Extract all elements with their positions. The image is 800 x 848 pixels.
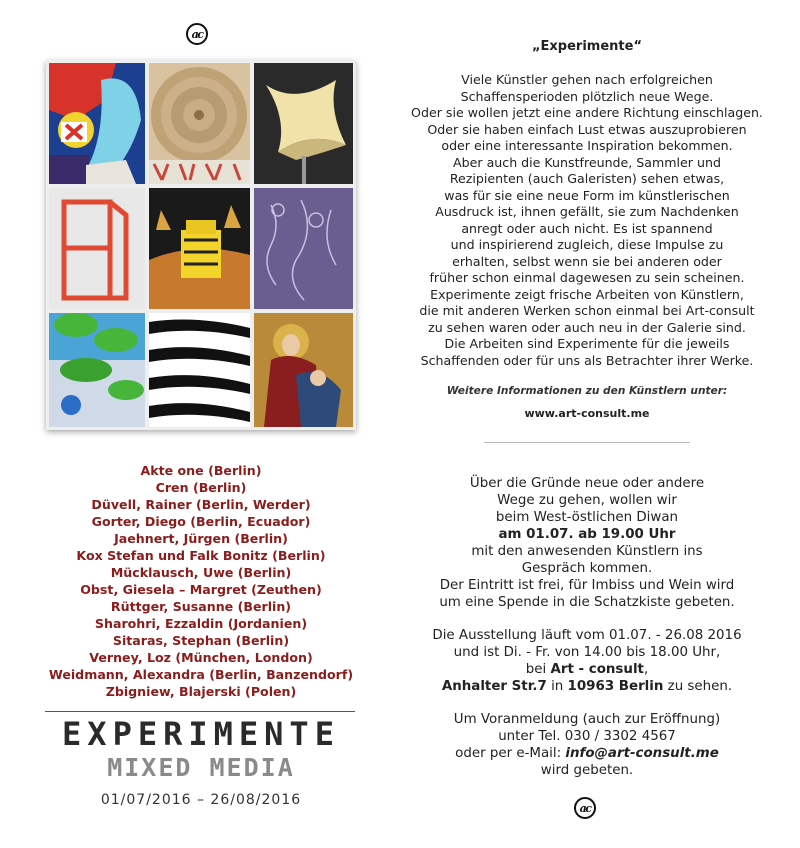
event-line: mit den anwesenden Künstlern ins xyxy=(471,544,703,559)
essay-line: Ausdruck ist, ihnen gefällt, sie zum Nachdenken xyxy=(435,204,739,219)
event-line: Wege zu gehen, wollen wir xyxy=(497,493,677,508)
artwork-collage xyxy=(46,60,356,430)
essay-line: Die Arbeiten sind Experimente für die jeweils xyxy=(444,336,730,351)
tile-black-white-stripes xyxy=(149,313,250,427)
tile-yellow-figure xyxy=(149,188,250,309)
essay-line: Rezipienten (auch Galeristen) sehen etwas, xyxy=(449,171,725,186)
event-line: Gespräch kommen. xyxy=(521,561,653,576)
event-line: um eine Spende in die Schatzkiste gebeten. xyxy=(439,595,735,610)
essay-line: Schaffenden oder für uns als Betrachter ihrer Werke. xyxy=(420,352,754,368)
event-date-text: am 01.07. ab 19.00 Uhr xyxy=(498,527,676,542)
registration-paragraph xyxy=(402,711,772,779)
essay-line: oder eine interessante Inspiration bekommen. xyxy=(441,138,733,153)
artist-item: Weidmann, Alexandra (Berlin, Banzendorf) xyxy=(48,667,354,682)
essay-text xyxy=(402,72,772,369)
collage-svg xyxy=(46,60,356,430)
artist-item: Sharohri, Ezzaldin (Jordanien) xyxy=(94,616,308,631)
registration-phone: unter Tel. 030 / 3302 4567 xyxy=(498,729,676,744)
exhibition-dates: 01/07/2016 – 26/08/2016 xyxy=(100,792,302,808)
tile-spiral-weave xyxy=(149,63,250,184)
event-date xyxy=(402,526,772,543)
hours-address xyxy=(402,678,772,695)
email-link[interactable]: info@art-consult.me xyxy=(565,746,719,761)
hours-paragraph xyxy=(402,627,772,695)
title-rule xyxy=(45,711,355,712)
event-line: Der Eintritt ist frei, für Imbiss und Wein wird xyxy=(439,578,735,593)
hours-venue-post: , xyxy=(643,662,649,677)
tile-twisted-sculpture xyxy=(254,63,353,184)
registration-email-pre: oder per e-Mail: xyxy=(455,746,566,761)
hours-line: Die Ausstellung läuft vom 01.07. - 26.08 2016 xyxy=(432,628,742,643)
essay-line: Experimente zeigt frische Arbeiten von Künstlern, xyxy=(430,286,744,302)
artist-item: Verney, Loz (München, London) xyxy=(89,650,313,665)
exhibition-subtitle: MIXED MEDIA xyxy=(107,753,295,782)
essay-line: was für sie eine neue Form im künstlerischen xyxy=(444,187,730,203)
essay-line: Oder sie wollen jetzt eine andere Richtung einschlagen. xyxy=(411,105,763,120)
artist-item: Obst, Giesela – Margret (Zeuthen) xyxy=(80,582,322,597)
venue-name: Art - consult xyxy=(550,662,644,677)
artist-item: Sitaras, Stephan (Berlin) xyxy=(112,633,290,648)
essay-line: früher schon einmal dagewesen zu sein scheinen. xyxy=(429,270,745,285)
artist-item: Zbigniew, Blajerski (Polen) xyxy=(105,684,297,699)
essay-title: „Experimente“ xyxy=(532,39,642,54)
hours-line: und ist Di. - Fr. von 14.00 bis 18.00 Uhr, xyxy=(453,645,721,660)
venue-city: 10963 Berlin xyxy=(567,679,664,694)
exhibition-title: EXPERIMENTE xyxy=(62,715,340,753)
artist-item: Mücklausch, Uwe (Berlin) xyxy=(110,565,292,580)
info-url-link[interactable]: www.art-consult.me xyxy=(524,407,650,420)
registration-email-line xyxy=(402,745,772,762)
hours-venue-pre: bei xyxy=(525,662,551,677)
divider xyxy=(484,442,690,443)
logo-text: ac xyxy=(191,27,203,41)
essay-line: Aber auch die Kunstfreunde, Sammler und xyxy=(453,154,721,170)
tile-purple-drawing xyxy=(254,188,353,309)
art-consult-logo-icon xyxy=(186,23,208,45)
artist-item: Düvell, Rainer (Berlin, Werder) xyxy=(91,497,311,512)
hours-venue xyxy=(402,661,772,678)
essay-line: und inspirierend zugleich, diese Impulse zu xyxy=(450,237,724,252)
venue-street: Anhalter Str.7 xyxy=(441,679,547,694)
essay-line: erhalten, selbst wenn sie bei anderen oder xyxy=(452,253,722,269)
essay-line: Schaffensperioden plötzlich neue Wege. xyxy=(460,88,714,104)
info-label: Weitere Informationen zu den Künstlern unter: xyxy=(446,385,728,397)
event-paragraph xyxy=(402,475,772,611)
essay-line: Oder sie haben einfach Lust etwas auszuprobieren xyxy=(427,121,747,137)
tile-colorful-figure xyxy=(49,63,145,184)
essay-line: anregt oder auch nicht. Es ist spannend xyxy=(461,220,713,236)
tile-green-blobs xyxy=(49,313,145,427)
artist-item: Kox Stefan und Falk Bonitz (Berlin) xyxy=(76,548,326,563)
artist-item: Rüttger, Susanne (Berlin) xyxy=(110,599,292,614)
logo-text: ac xyxy=(579,801,591,815)
tile-madonna-painting xyxy=(254,313,353,427)
event-line: beim West-östlichen Diwan xyxy=(495,510,679,525)
artist-item: Jaehnert, Jürgen (Berlin) xyxy=(114,531,288,546)
essay-line: die mit anderen Werken schon einmal bei Art-consult xyxy=(419,303,755,318)
artist-item: Gorter, Diego (Berlin, Ecuador) xyxy=(91,514,311,529)
artist-item: Akte one (Berlin) xyxy=(140,463,262,478)
essay-line: zu sehen waren oder auch neu in der Galerie sind. xyxy=(428,319,746,335)
artist-list xyxy=(40,462,362,700)
tile-red-cubes xyxy=(49,188,145,309)
artist-item: Cren (Berlin) xyxy=(155,480,247,495)
address-mid: in xyxy=(546,679,568,694)
registration-line: wird gebeten. xyxy=(540,763,634,778)
address-post: zu sehen. xyxy=(663,679,733,694)
registration-line: Um Voranmeldung (auch zur Eröffnung) xyxy=(453,712,721,727)
art-consult-logo-icon xyxy=(574,797,596,819)
event-line: Über die Gründe neue oder andere xyxy=(469,476,705,491)
essay-line: Viele Künstler gehen nach erfolgreichen xyxy=(461,72,713,87)
